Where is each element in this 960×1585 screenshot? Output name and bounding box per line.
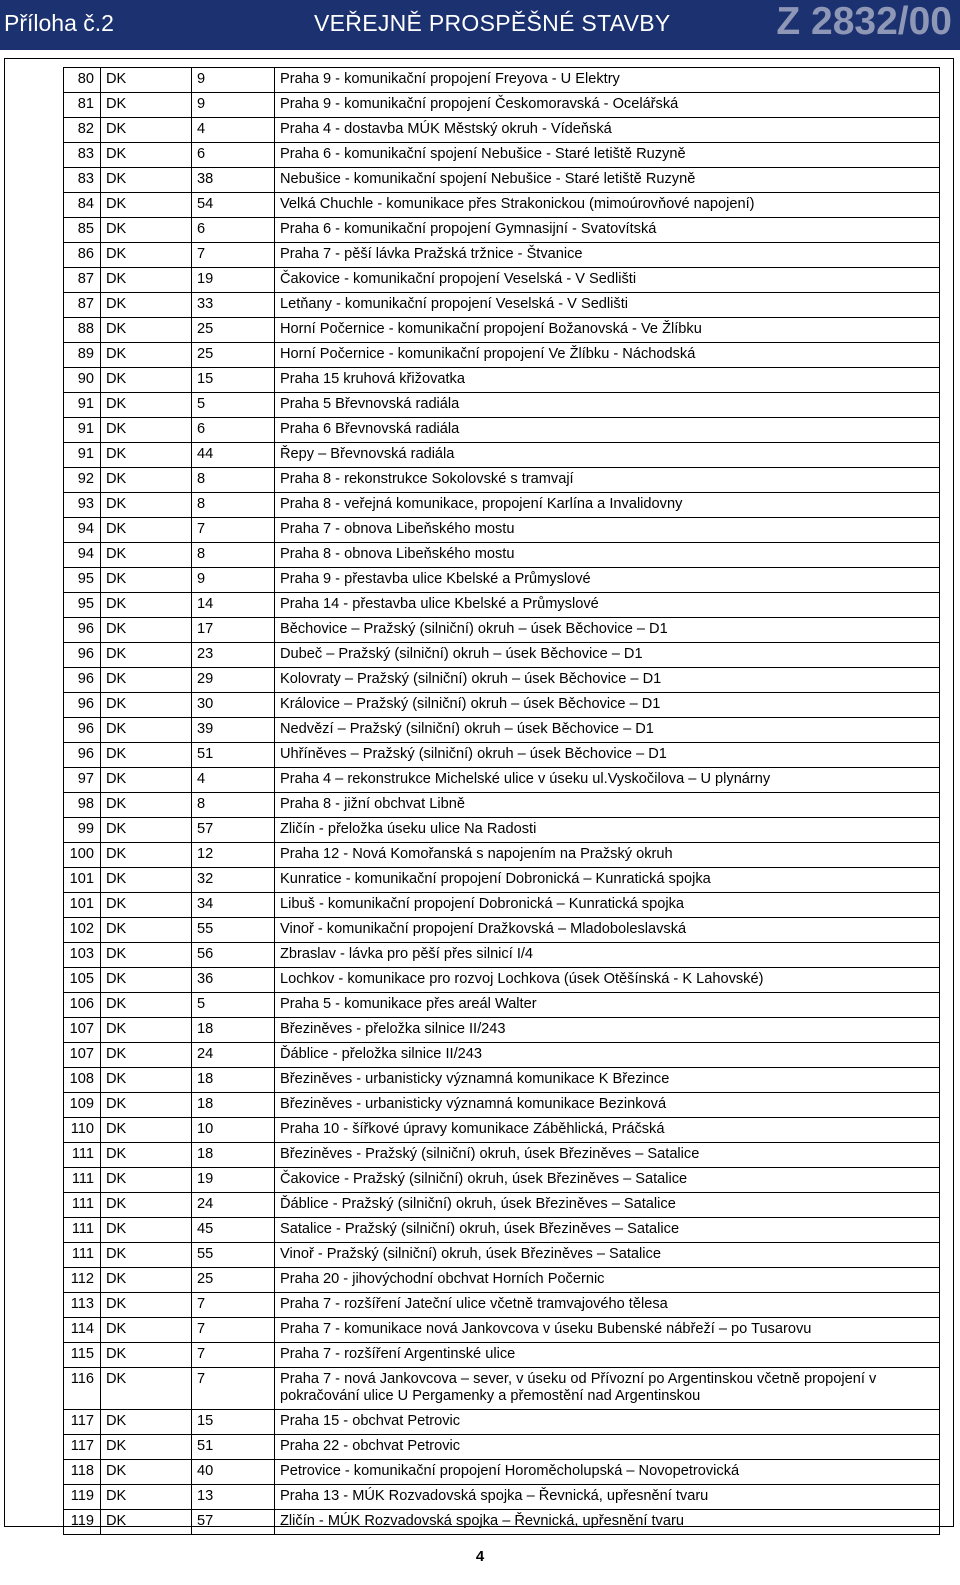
row-description-cell: Praha 5 Břevnovská radiála <box>275 393 940 418</box>
row-district-cell: 4 <box>192 118 275 143</box>
row-type-cell: DK <box>101 693 192 718</box>
table-row <box>64 718 940 743</box>
table-row <box>64 143 940 168</box>
table-row <box>64 1460 940 1485</box>
table-row <box>64 993 940 1018</box>
row-number-cell: 86 <box>64 243 101 268</box>
row-number-cell: 85 <box>64 218 101 243</box>
table-row <box>64 943 940 968</box>
row-type-cell: DK <box>101 68 192 93</box>
row-description-cell: Vinoř - Pražský (silniční) okruh, úsek Březiněves – Satalice <box>275 1243 940 1268</box>
table-row <box>64 643 940 668</box>
row-number-cell: 112 <box>64 1268 101 1293</box>
row-description-cell: Kunratice - komunikační propojení Dobronická – Kunratická spojka <box>275 868 940 893</box>
row-number-cell: 111 <box>64 1193 101 1218</box>
row-description-cell: Satalice - Pražský (silniční) okruh, úsek Březiněves – Satalice <box>275 1218 940 1243</box>
table-row <box>64 1043 940 1068</box>
row-district-cell: 4 <box>192 768 275 793</box>
row-type-cell: DK <box>101 468 192 493</box>
row-number-cell: 96 <box>64 718 101 743</box>
table-row <box>64 1093 940 1118</box>
table-row <box>64 693 940 718</box>
row-number-cell: 105 <box>64 968 101 993</box>
row-number-cell: 83 <box>64 143 101 168</box>
row-district-cell: 7 <box>192 243 275 268</box>
row-type-cell: DK <box>101 168 192 193</box>
row-description-cell: Praha 9 - komunikační propojení Freyova - U Elektry <box>275 68 940 93</box>
row-district-cell: 12 <box>192 843 275 868</box>
row-description-cell: Praha 8 - veřejná komunikace, propojení Karlína a Invalidovny <box>275 493 940 518</box>
row-district-cell: 8 <box>192 793 275 818</box>
row-description-cell: Zličín - MÚK Rozvadovská spojka – Řevnická, upřesnění tvaru <box>275 1510 940 1535</box>
row-district-cell: 33 <box>192 293 275 318</box>
row-number-cell: 119 <box>64 1510 101 1535</box>
row-number-cell: 92 <box>64 468 101 493</box>
row-description-cell: Praha 15 - obchvat Petrovic <box>275 1410 940 1435</box>
row-type-cell: DK <box>101 1043 192 1068</box>
row-number-cell: 91 <box>64 443 101 468</box>
row-description-cell: Praha 8 - obnova Libeňského mostu <box>275 543 940 568</box>
row-number-cell: 87 <box>64 293 101 318</box>
row-number-cell: 108 <box>64 1068 101 1093</box>
row-district-cell: 25 <box>192 1268 275 1293</box>
row-number-cell: 84 <box>64 193 101 218</box>
row-type-cell: DK <box>101 1368 192 1410</box>
row-description-cell: Praha 6 - komunikační propojení Gymnasijní - Svatovítská <box>275 218 940 243</box>
row-district-cell: 5 <box>192 393 275 418</box>
row-number-cell: 88 <box>64 318 101 343</box>
row-number-cell: 90 <box>64 368 101 393</box>
row-number-cell: 111 <box>64 1243 101 1268</box>
row-description-cell: Dubeč – Pražský (silniční) okruh – úsek Běchovice – D1 <box>275 643 940 668</box>
table-row <box>64 293 940 318</box>
table-row <box>64 1318 940 1343</box>
row-type-cell: DK <box>101 1485 192 1510</box>
row-description-cell: Praha 8 - rekonstrukce Sokolovské s tramvají <box>275 468 940 493</box>
row-district-cell: 9 <box>192 68 275 93</box>
row-description-cell: Praha 15 kruhová křižovatka <box>275 368 940 393</box>
table-row <box>64 418 940 443</box>
row-type-cell: DK <box>101 918 192 943</box>
row-description-cell: Březiněves - urbanisticky významná komunikace K Březince <box>275 1068 940 1093</box>
row-number-cell: 115 <box>64 1343 101 1368</box>
row-district-cell: 25 <box>192 343 275 368</box>
row-number-cell: 81 <box>64 93 101 118</box>
table-row <box>64 918 940 943</box>
row-district-cell: 14 <box>192 593 275 618</box>
row-description-cell: Praha 7 - rozšíření Jateční ulice včetně tramvajového tělesa <box>275 1293 940 1318</box>
row-district-cell: 45 <box>192 1218 275 1243</box>
row-type-cell: DK <box>101 293 192 318</box>
row-district-cell: 7 <box>192 518 275 543</box>
row-number-cell: 96 <box>64 668 101 693</box>
row-number-cell: 114 <box>64 1318 101 1343</box>
row-district-cell: 8 <box>192 468 275 493</box>
row-number-cell: 101 <box>64 893 101 918</box>
row-district-cell: 7 <box>192 1293 275 1318</box>
row-district-cell: 5 <box>192 993 275 1018</box>
row-type-cell: DK <box>101 1435 192 1460</box>
row-district-cell: 32 <box>192 868 275 893</box>
table-row <box>64 968 940 993</box>
row-type-cell: DK <box>101 1243 192 1268</box>
row-number-cell: 102 <box>64 918 101 943</box>
row-description-cell: Praha 9 - přestavba ulice Kbelské a Průmyslové <box>275 568 940 593</box>
row-district-cell: 7 <box>192 1318 275 1343</box>
table-row <box>64 1343 940 1368</box>
row-description-cell: Zličín - přeložka úseku ulice Na Radosti <box>275 818 940 843</box>
row-type-cell: DK <box>101 618 192 643</box>
table-body <box>64 68 940 1535</box>
row-description-cell: Nedvězí – Pražský (silniční) okruh – úsek Běchovice – D1 <box>275 718 940 743</box>
document-code: Z 2832/00 <box>776 0 952 43</box>
row-description-cell: Lochkov - komunikace pro rozvoj Lochkova (úsek Otěšínská - K Lahovské) <box>275 968 940 993</box>
row-type-cell: DK <box>101 268 192 293</box>
row-number-cell: 94 <box>64 518 101 543</box>
row-type-cell: DK <box>101 1018 192 1043</box>
row-type-cell: DK <box>101 543 192 568</box>
row-number-cell: 103 <box>64 943 101 968</box>
row-number-cell: 89 <box>64 343 101 368</box>
document-title: VEŘEJNĚ PROSPĚŠNÉ STAVBY <box>314 10 671 36</box>
row-number-cell: 111 <box>64 1143 101 1168</box>
row-type-cell: DK <box>101 1193 192 1218</box>
row-description-cell: Praha 22 - obchvat Petrovic <box>275 1435 940 1460</box>
row-type-cell: DK <box>101 1318 192 1343</box>
row-district-cell: 7 <box>192 1343 275 1368</box>
row-type-cell: DK <box>101 443 192 468</box>
row-district-cell: 18 <box>192 1143 275 1168</box>
row-number-cell: 96 <box>64 643 101 668</box>
row-district-cell: 18 <box>192 1068 275 1093</box>
page-header <box>0 0 960 50</box>
row-district-cell: 8 <box>192 543 275 568</box>
row-district-cell: 6 <box>192 218 275 243</box>
row-type-cell: DK <box>101 993 192 1018</box>
row-district-cell: 17 <box>192 618 275 643</box>
row-district-cell: 30 <box>192 693 275 718</box>
row-number-cell: 96 <box>64 743 101 768</box>
row-description-cell: Běchovice – Pražský (silniční) okruh – úsek Běchovice – D1 <box>275 618 940 643</box>
row-type-cell: DK <box>101 1343 192 1368</box>
table-row <box>64 1168 940 1193</box>
table-row <box>64 1018 940 1043</box>
row-district-cell: 51 <box>192 743 275 768</box>
row-number-cell: 93 <box>64 493 101 518</box>
row-type-cell: DK <box>101 418 192 443</box>
row-district-cell: 8 <box>192 493 275 518</box>
row-district-cell: 39 <box>192 718 275 743</box>
table-row <box>64 1218 940 1243</box>
row-description-cell: Petrovice - komunikační propojení Horoměcholupská – Novopetrovická <box>275 1460 940 1485</box>
row-district-cell: 18 <box>192 1093 275 1118</box>
table-row <box>64 1068 940 1093</box>
table-row <box>64 743 940 768</box>
table-row <box>64 1143 940 1168</box>
table-row <box>64 818 940 843</box>
row-number-cell: 97 <box>64 768 101 793</box>
row-type-cell: DK <box>101 243 192 268</box>
row-type-cell: DK <box>101 768 192 793</box>
row-description-cell: Praha 12 - Nová Komořanská s napojením na Pražský okruh <box>275 843 940 868</box>
row-description-cell: Libuš - komunikační propojení Dobronická – Kunratická spojka <box>275 893 940 918</box>
row-district-cell: 24 <box>192 1043 275 1068</box>
table-row <box>64 1368 940 1410</box>
row-district-cell: 54 <box>192 193 275 218</box>
row-district-cell: 34 <box>192 893 275 918</box>
table-row <box>64 843 940 868</box>
row-type-cell: DK <box>101 868 192 893</box>
table-row <box>64 168 940 193</box>
row-type-cell: DK <box>101 1510 192 1535</box>
row-description-cell: Praha 5 - komunikace přes areál Walter <box>275 993 940 1018</box>
table-row <box>64 368 940 393</box>
row-type-cell: DK <box>101 318 192 343</box>
row-type-cell: DK <box>101 393 192 418</box>
table-row <box>64 568 940 593</box>
row-description-cell: Královice – Pražský (silniční) okruh – úsek Běchovice – D1 <box>275 693 940 718</box>
construction-table <box>63 67 940 1535</box>
row-type-cell: DK <box>101 893 192 918</box>
row-description-cell: Čakovice - Pražský (silniční) okruh, úsek Březiněves – Satalice <box>275 1168 940 1193</box>
table-row <box>64 393 940 418</box>
row-description-cell: Praha 13 - MÚK Rozvadovská spojka – Řevnická, upřesnění tvaru <box>275 1485 940 1510</box>
row-type-cell: DK <box>101 1093 192 1118</box>
row-description-cell: Uhříněves – Pražský (silniční) okruh – úsek Běchovice – D1 <box>275 743 940 768</box>
row-description-cell: Čakovice - komunikační propojení Veselská - V Sedlišti <box>275 268 940 293</box>
row-number-cell: 80 <box>64 68 101 93</box>
row-number-cell: 95 <box>64 568 101 593</box>
row-district-cell: 57 <box>192 818 275 843</box>
row-description-cell: Praha 20 - jihovýchodní obchvat Horních Počernic <box>275 1268 940 1293</box>
row-district-cell: 6 <box>192 143 275 168</box>
row-type-cell: DK <box>101 1118 192 1143</box>
table-row <box>64 543 940 568</box>
row-description-cell: Velká Chuchle - komunikace přes Strakonickou (mimoúrovňové napojení) <box>275 193 940 218</box>
row-type-cell: DK <box>101 343 192 368</box>
row-description-cell: Praha 6 - komunikační spojení Nebušice - Staré letiště Ruzyně <box>275 143 940 168</box>
row-description-cell: Praha 7 - pěší lávka Pražská tržnice - Štvanice <box>275 243 940 268</box>
row-description-cell: Praha 7 - rozšíření Argentinské ulice <box>275 1343 940 1368</box>
row-district-cell: 7 <box>192 1368 275 1410</box>
row-type-cell: DK <box>101 1143 192 1168</box>
table-row <box>64 893 940 918</box>
row-description-cell: Praha 6 Břevnovská radiála <box>275 418 940 443</box>
row-description-cell: Březiněves - přeložka silnice II/243 <box>275 1018 940 1043</box>
table-row <box>64 518 940 543</box>
table-row <box>64 1243 940 1268</box>
row-type-cell: DK <box>101 718 192 743</box>
row-type-cell: DK <box>101 568 192 593</box>
row-description-cell: Praha 4 – rekonstrukce Michelské ulice v úseku ul.Vyskočilova – U plynárny <box>275 768 940 793</box>
table-row <box>64 243 940 268</box>
table-row <box>64 1510 940 1535</box>
row-number-cell: 117 <box>64 1410 101 1435</box>
table-row <box>64 1193 940 1218</box>
row-number-cell: 96 <box>64 618 101 643</box>
table-row <box>64 493 940 518</box>
row-district-cell: 19 <box>192 268 275 293</box>
row-description-cell: Praha 9 - komunikační propojení Českomoravská - Ocelářská <box>275 93 940 118</box>
row-district-cell: 36 <box>192 968 275 993</box>
row-number-cell: 100 <box>64 843 101 868</box>
row-number-cell: 91 <box>64 418 101 443</box>
row-type-cell: DK <box>101 93 192 118</box>
row-number-cell: 106 <box>64 993 101 1018</box>
row-number-cell: 109 <box>64 1093 101 1118</box>
row-number-cell: 87 <box>64 268 101 293</box>
row-type-cell: DK <box>101 643 192 668</box>
row-number-cell: 94 <box>64 543 101 568</box>
row-district-cell: 18 <box>192 1018 275 1043</box>
table-row <box>64 468 940 493</box>
table-row <box>64 768 940 793</box>
row-description-cell: Ďáblice - Pražský (silniční) okruh, úsek Březiněves – Satalice <box>275 1193 940 1218</box>
row-type-cell: DK <box>101 1293 192 1318</box>
row-description-cell: Ďáblice - přeložka silnice II/243 <box>275 1043 940 1068</box>
row-district-cell: 10 <box>192 1118 275 1143</box>
row-description-cell: Březiněves - urbanisticky významná komunikace Bezinková <box>275 1093 940 1118</box>
table-row <box>64 1293 940 1318</box>
row-number-cell: 118 <box>64 1460 101 1485</box>
row-type-cell: DK <box>101 368 192 393</box>
row-description-cell: Praha 7 - komunikace nová Jankovcova v úseku Bubenské nábřeží – po Tusarovu <box>275 1318 940 1343</box>
row-number-cell: 101 <box>64 868 101 893</box>
row-description-cell: Zbraslav - lávka pro pěší přes silnicí I/4 <box>275 943 940 968</box>
row-district-cell: 55 <box>192 1243 275 1268</box>
row-type-cell: DK <box>101 1460 192 1485</box>
row-type-cell: DK <box>101 1268 192 1293</box>
row-type-cell: DK <box>101 1068 192 1093</box>
row-type-cell: DK <box>101 668 192 693</box>
row-number-cell: 98 <box>64 793 101 818</box>
row-type-cell: DK <box>101 593 192 618</box>
row-district-cell: 44 <box>192 443 275 468</box>
row-number-cell: 96 <box>64 693 101 718</box>
row-description-cell: Kolovraty – Pražský (silniční) okruh – úsek Běchovice – D1 <box>275 668 940 693</box>
table-row <box>64 318 940 343</box>
row-number-cell: 111 <box>64 1168 101 1193</box>
row-description-cell: Praha 7 - obnova Libeňského mostu <box>275 518 940 543</box>
table-row <box>64 618 940 643</box>
row-type-cell: DK <box>101 968 192 993</box>
row-description-cell: Praha 14 - přestavba ulice Kbelské a Průmyslové <box>275 593 940 618</box>
row-number-cell: 117 <box>64 1435 101 1460</box>
row-type-cell: DK <box>101 843 192 868</box>
row-type-cell: DK <box>101 1168 192 1193</box>
row-district-cell: 38 <box>192 168 275 193</box>
table-row <box>64 218 940 243</box>
row-district-cell: 6 <box>192 418 275 443</box>
row-number-cell: 91 <box>64 393 101 418</box>
table-row <box>64 93 940 118</box>
row-number-cell: 83 <box>64 168 101 193</box>
row-type-cell: DK <box>101 493 192 518</box>
row-type-cell: DK <box>101 743 192 768</box>
row-description-cell: Vinoř - komunikační propojení Dražkovská – Mladoboleslavská <box>275 918 940 943</box>
row-district-cell: 19 <box>192 1168 275 1193</box>
table-row <box>64 443 940 468</box>
row-type-cell: DK <box>101 143 192 168</box>
row-description-cell: Nebušice - komunikační spojení Nebušice - Staré letiště Ruzyně <box>275 168 940 193</box>
table-row <box>64 118 940 143</box>
row-district-cell: 57 <box>192 1510 275 1535</box>
row-number-cell: 107 <box>64 1018 101 1043</box>
row-number-cell: 110 <box>64 1118 101 1143</box>
table-row <box>64 193 940 218</box>
page-number: 4 <box>475 1548 485 1565</box>
row-district-cell: 51 <box>192 1435 275 1460</box>
row-description-cell: Řepy – Břevnovská radiála <box>275 443 940 468</box>
row-type-cell: DK <box>101 943 192 968</box>
row-district-cell: 56 <box>192 943 275 968</box>
row-type-cell: DK <box>101 793 192 818</box>
row-number-cell: 95 <box>64 593 101 618</box>
table-row <box>64 793 940 818</box>
table-row <box>64 1268 940 1293</box>
table-row <box>64 668 940 693</box>
row-description-cell: Praha 10 - šířkové úpravy komunikace Záběhlická, Práčská <box>275 1118 940 1143</box>
row-number-cell: 82 <box>64 118 101 143</box>
row-number-cell: 119 <box>64 1485 101 1510</box>
row-district-cell: 25 <box>192 318 275 343</box>
row-district-cell: 24 <box>192 1193 275 1218</box>
row-description-cell: Březiněves - Pražský (silniční) okruh, úsek Březiněves – Satalice <box>275 1143 940 1168</box>
row-district-cell: 15 <box>192 368 275 393</box>
row-type-cell: DK <box>101 218 192 243</box>
row-number-cell: 113 <box>64 1293 101 1318</box>
row-district-cell: 15 <box>192 1410 275 1435</box>
table-row <box>64 1435 940 1460</box>
table-row <box>64 68 940 93</box>
row-type-cell: DK <box>101 118 192 143</box>
row-description-cell: Horní Počernice - komunikační propojení Ve Žlíbku - Náchodská <box>275 343 940 368</box>
row-district-cell: 13 <box>192 1485 275 1510</box>
table-row <box>64 593 940 618</box>
row-description-cell: Horní Počernice - komunikační propojení Božanovská - Ve Žlíbku <box>275 318 940 343</box>
row-description-cell: Letňany - komunikační propojení Veselská - V Sedlišti <box>275 293 940 318</box>
row-type-cell: DK <box>101 193 192 218</box>
attachment-label: Příloha č.2 <box>4 10 114 36</box>
row-type-cell: DK <box>101 818 192 843</box>
row-description-cell: Praha 8 - jižní obchvat Libně <box>275 793 940 818</box>
table-row <box>64 1118 940 1143</box>
row-district-cell: 29 <box>192 668 275 693</box>
row-type-cell: DK <box>101 1218 192 1243</box>
row-type-cell: DK <box>101 1410 192 1435</box>
table-row <box>64 268 940 293</box>
row-type-cell: DK <box>101 518 192 543</box>
table-row <box>64 1485 940 1510</box>
row-number-cell: 111 <box>64 1218 101 1243</box>
row-district-cell: 23 <box>192 643 275 668</box>
row-number-cell: 99 <box>64 818 101 843</box>
row-district-cell: 9 <box>192 568 275 593</box>
row-description-cell: Praha 7 - nová Jankovcova – sever, v úseku od Přívozní po Argentinskou včetně propojení v pokračování ulice U Pergamenky a přemostění nad Argentinskou <box>275 1368 940 1410</box>
row-number-cell: 116 <box>64 1368 101 1410</box>
table-row <box>64 868 940 893</box>
row-district-cell: 9 <box>192 93 275 118</box>
row-district-cell: 40 <box>192 1460 275 1485</box>
row-description-cell: Praha 4 - dostavba MÚK Městský okruh - Vídeňská <box>275 118 940 143</box>
table-row <box>64 343 940 368</box>
table-row <box>64 1410 940 1435</box>
row-district-cell: 55 <box>192 918 275 943</box>
row-number-cell: 107 <box>64 1043 101 1068</box>
